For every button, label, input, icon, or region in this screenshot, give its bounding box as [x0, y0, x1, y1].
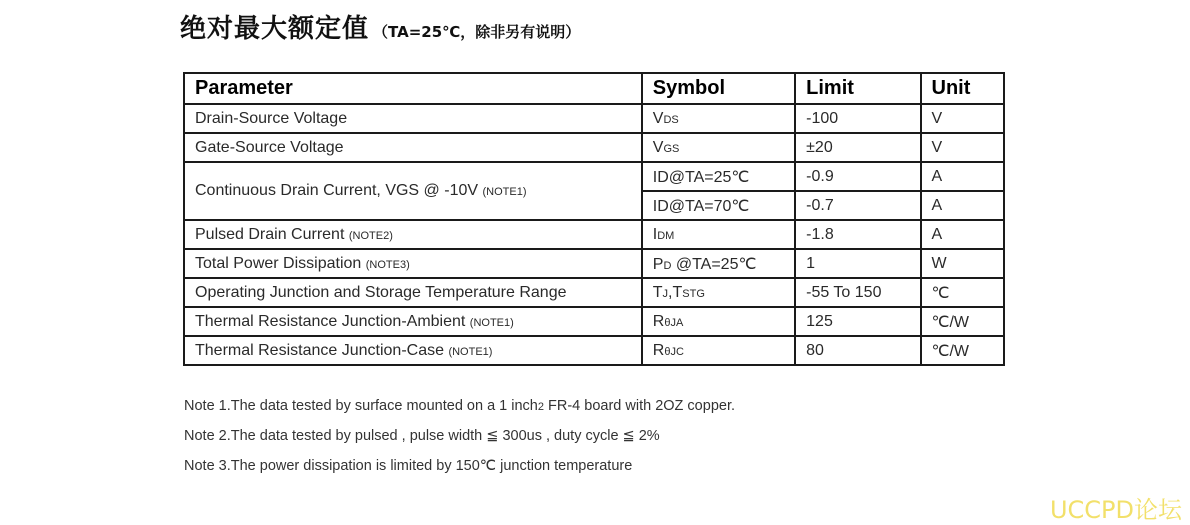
symbol-main: I: [652, 225, 658, 243]
notes-section: [184, 396, 735, 486]
symbol-subscript: DS: [663, 113, 679, 126]
unit-cell: ℃/W: [921, 307, 1005, 336]
note-1-text: Note 1.The data tested by surface mounted on a 1 inch: [184, 398, 538, 414]
unit-cell: V: [921, 104, 1005, 133]
symbol-main: R: [652, 312, 665, 330]
param-cell: [184, 249, 642, 278]
note-tag: (NOTE1): [482, 186, 527, 198]
unit-cell: A: [921, 191, 1005, 220]
param-cell: [184, 307, 642, 336]
limit-cell: -0.7: [795, 191, 920, 220]
note-2: Note 2.The data tested by pulsed , pulse width ≦ 300us , duty cycle ≦ 2%: [184, 428, 660, 444]
symbol-cell: [642, 133, 795, 162]
param-cell: [184, 336, 642, 365]
header-unit: Unit: [921, 73, 1005, 104]
symbol-subscript: GS: [663, 142, 680, 155]
symbol-mid: ,T: [668, 283, 683, 301]
symbol-main: P: [652, 255, 664, 273]
symbol-cell: [642, 249, 795, 278]
note-1-text-end: FR-4 board with 2OZ copper.: [544, 398, 735, 414]
symbol-cell: ID@TA=25℃: [642, 162, 795, 191]
param-cell: [184, 220, 642, 249]
param-text: Pulsed Drain Current: [195, 225, 345, 243]
param-text: Thermal Resistance Junction-Ambient: [195, 312, 466, 330]
param-cell: Gate-Source Voltage: [184, 133, 642, 162]
symbol-cell: [642, 307, 795, 336]
symbol-main: V: [652, 138, 664, 156]
limit-cell: 1: [795, 249, 920, 278]
symbol-subscript: J: [662, 287, 669, 300]
note-3: Note 3.The power dissipation is limited by 150℃ junction temperature: [184, 458, 633, 474]
title-main: 绝对最大额定值: [180, 14, 370, 44]
note-tag: (NOTE2): [348, 229, 393, 242]
symbol-suffix: @TA=25℃: [671, 255, 757, 273]
limit-cell: ±20: [795, 133, 920, 162]
unit-cell: V: [921, 133, 1005, 162]
symbol-main: V: [652, 109, 664, 127]
symbol-subscript-2: STG: [682, 287, 705, 300]
note-tag: (NOTE1): [469, 316, 514, 329]
limit-cell: 80: [795, 336, 920, 365]
table-row: [184, 307, 1004, 336]
watermark: UCCPD论坛: [1049, 496, 1182, 524]
note-1-subscript: 2: [537, 401, 544, 413]
symbol-cell: ID@TA=70℃: [642, 191, 795, 220]
limit-cell: -1.8: [795, 220, 920, 249]
symbol-subscript: θJC: [664, 345, 684, 358]
limit-cell: -55 To 150: [795, 278, 920, 307]
symbol-subscript: θJA: [664, 316, 684, 329]
symbol-cell: [642, 104, 795, 133]
absolute-max-ratings-table: [183, 72, 1005, 366]
symbol-subscript: DM: [657, 229, 675, 242]
limit-cell: -0.9: [795, 162, 920, 191]
note-tag: (NOTE1): [448, 345, 493, 358]
table-row: [184, 220, 1004, 249]
title-condition: （TA=25℃，除非另有说明）: [373, 23, 581, 41]
table-header-row: [184, 73, 1004, 104]
symbol-cell: [642, 278, 795, 307]
table-row: [184, 104, 1004, 133]
unit-cell: W: [921, 249, 1005, 278]
param-cell: Operating Junction and Storage Temperature Range: [184, 278, 642, 307]
unit-cell: A: [921, 220, 1005, 249]
symbol-subscript: D: [663, 259, 672, 272]
note-1: [184, 396, 735, 426]
table-row: [184, 162, 1004, 191]
table-row: [184, 249, 1004, 278]
symbol-cell: [642, 336, 795, 365]
symbol-main: T: [652, 283, 663, 301]
symbol-cell: [642, 220, 795, 249]
param-text: Total Power Dissipation: [195, 254, 362, 272]
limit-cell: 125: [795, 307, 920, 336]
note-tag: (NOTE3): [365, 258, 410, 271]
param-cell: [184, 162, 642, 220]
table-row: [184, 336, 1004, 365]
limit-cell: -100: [795, 104, 920, 133]
unit-cell: ℃: [921, 278, 1005, 307]
param-text: Continuous Drain Current, VGS @ -10V: [195, 182, 479, 199]
header-symbol: Symbol: [642, 73, 795, 104]
header-parameter: Parameter: [184, 73, 642, 104]
table-row: [184, 278, 1004, 307]
table-row: [184, 133, 1004, 162]
symbol-main: R: [652, 341, 665, 359]
unit-cell: A: [921, 162, 1005, 191]
param-text: Thermal Resistance Junction-Case: [195, 341, 444, 359]
header-limit: Limit: [795, 73, 920, 104]
page-title: [180, 8, 580, 45]
unit-cell: ℃/W: [921, 336, 1005, 365]
param-cell: Drain-Source Voltage: [184, 104, 642, 133]
